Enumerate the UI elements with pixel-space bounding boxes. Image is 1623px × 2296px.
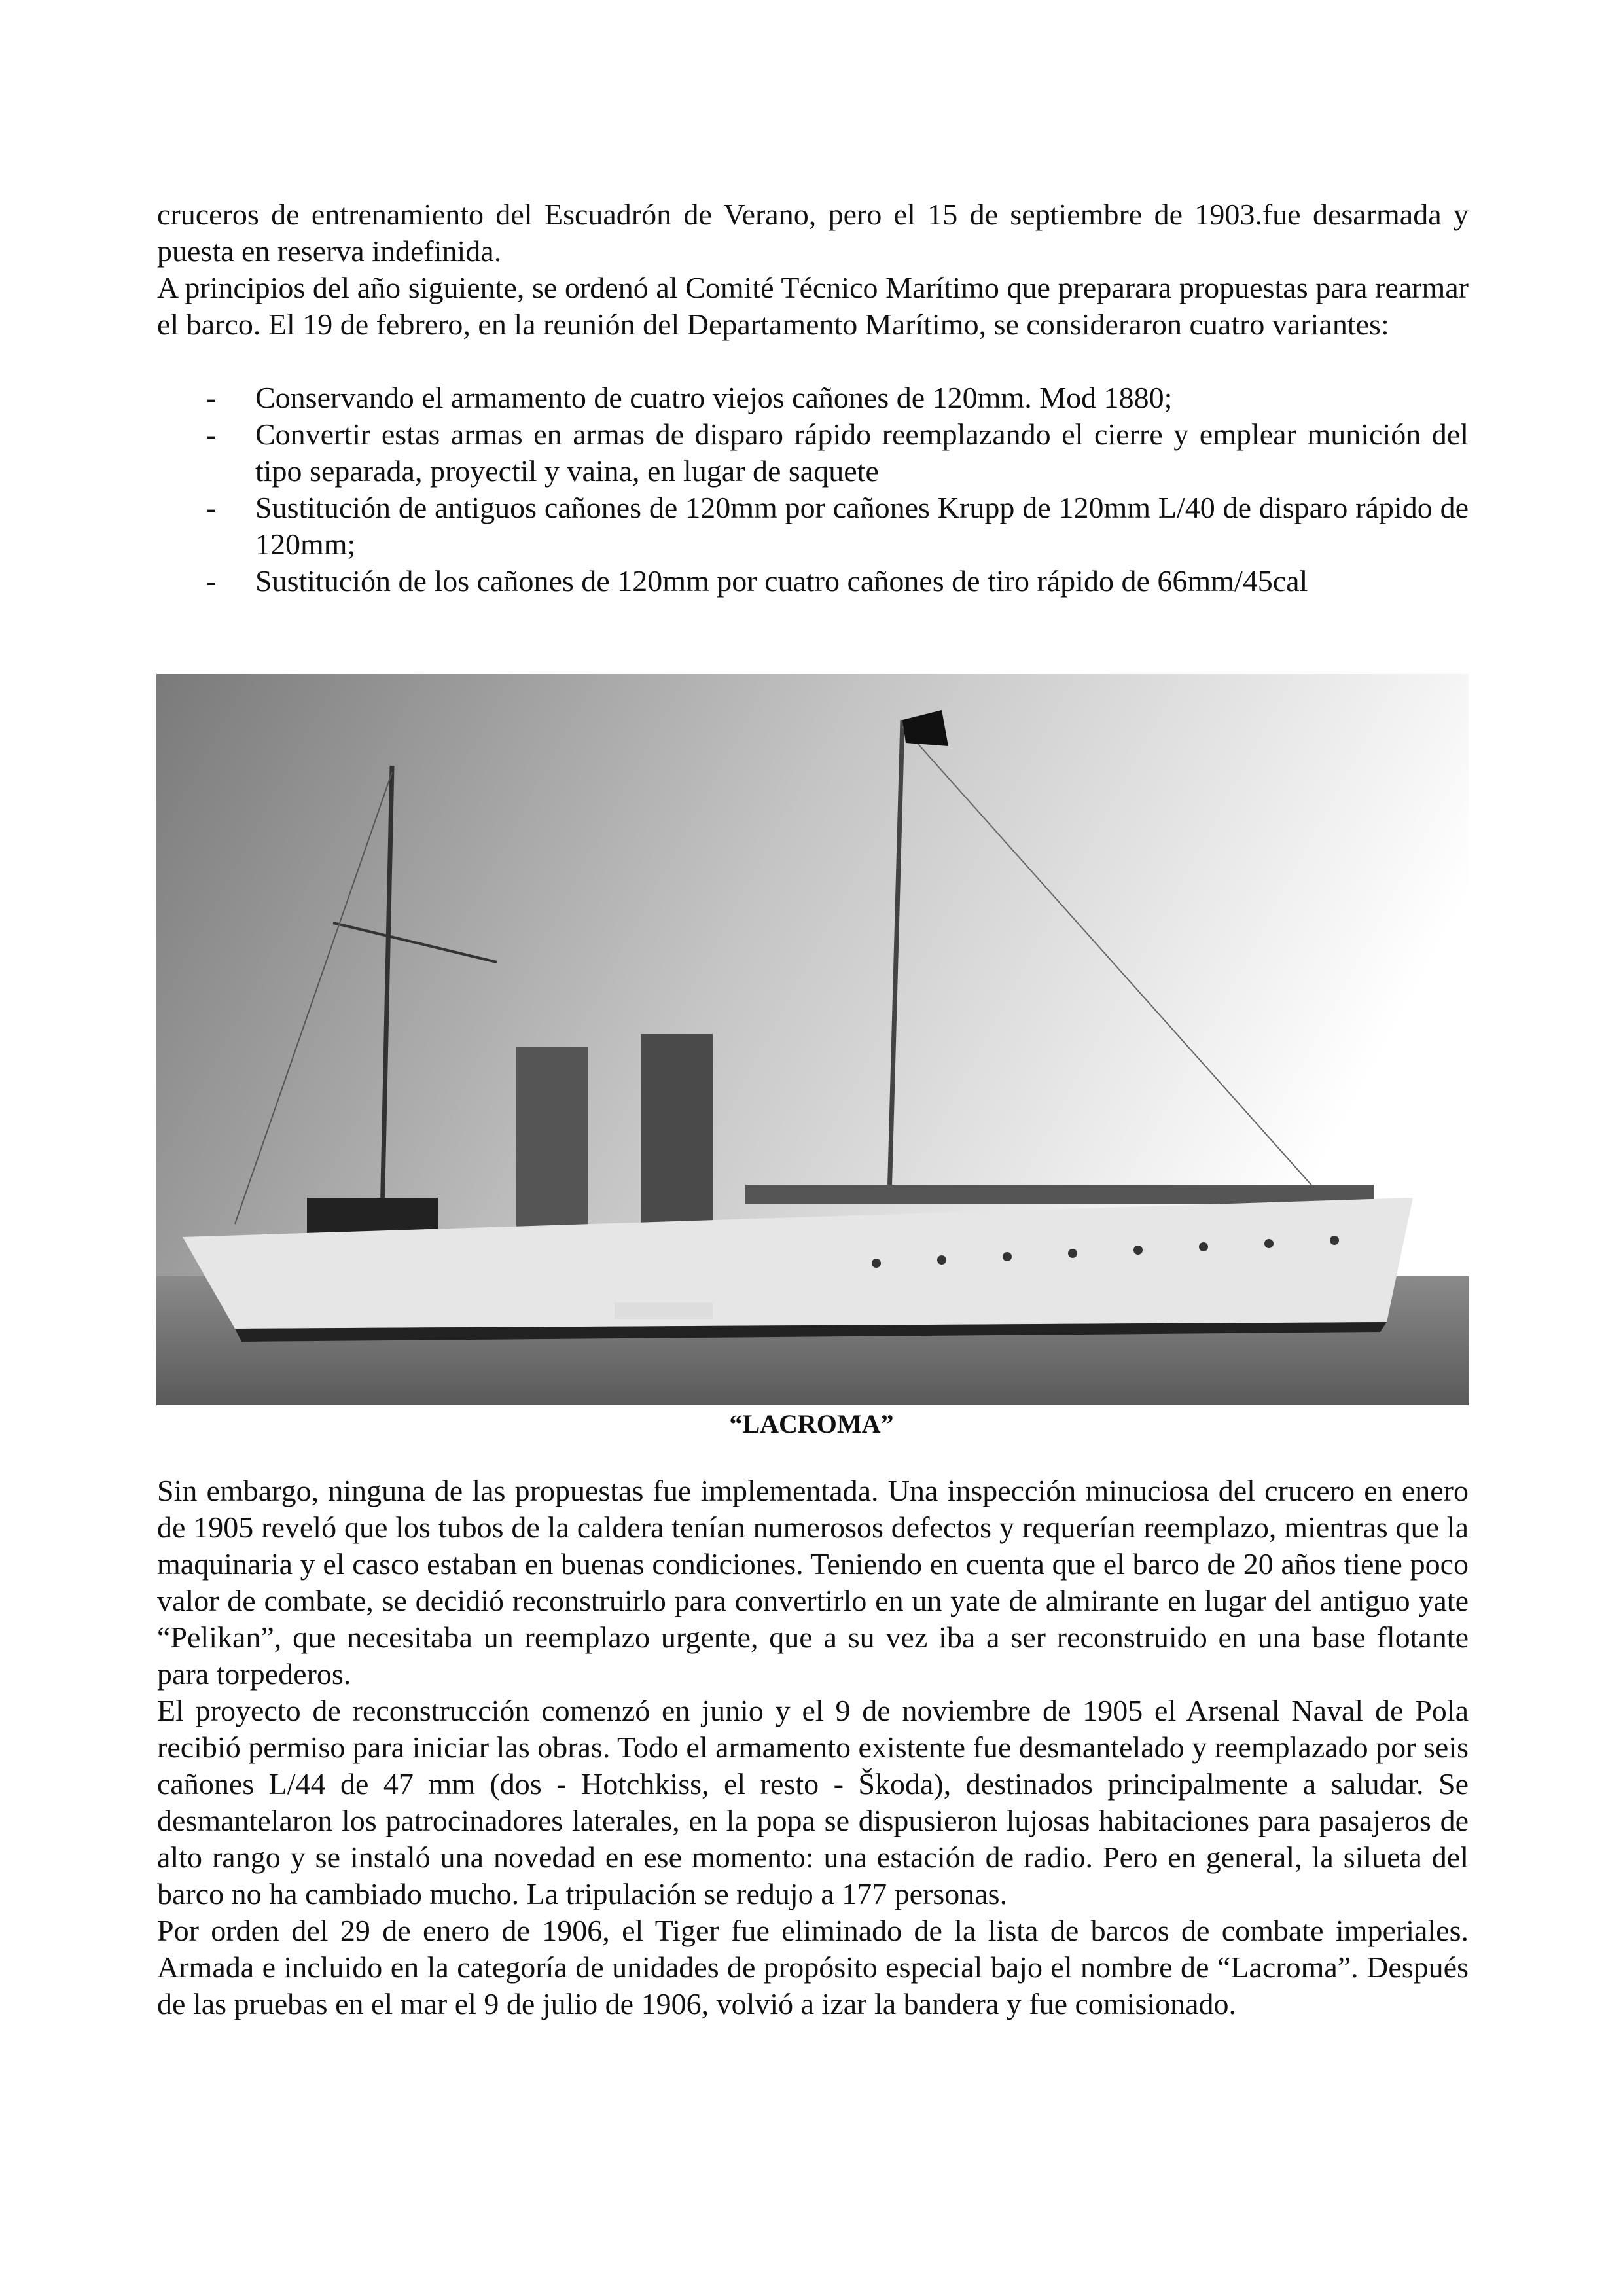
body-section xyxy=(157,1473,1469,2022)
ship-photo xyxy=(156,674,1469,1405)
list-item-text: Conservando el armamento de cuatro viejos cañones de 120mm. Mod 1880; xyxy=(255,381,1173,414)
list-item xyxy=(157,490,1469,563)
bullet-marker: - xyxy=(206,418,217,451)
bullet-marker: - xyxy=(206,564,217,598)
body-paragraph: Por orden del 29 de enero de 1906, el Tiger fue eliminado de la lista de barcos de combate imperiales. Armada e incluido en la categoría de unidades de propósito especial bajo el nombre de “Lacroma”. Después de las pruebas en el mar el 9 de julio de 1906, volvió a izar la bandera y fue comisionado. xyxy=(157,1914,1469,2020)
variants-list xyxy=(157,380,1469,600)
list-item-text: Sustitución de los cañones de 120mm por cuatro cañones de tiro rápido de 66mm/45cal xyxy=(255,564,1308,598)
list-item xyxy=(157,563,1469,600)
list-item-text: Convertir estas armas en armas de disparo rápido reemplazando el cierre y emplear munición del tipo separada, proyectil y vaina, en lugar de saquete xyxy=(255,418,1469,488)
list-item xyxy=(157,416,1469,490)
figure-caption: “LACROMA” xyxy=(729,1409,894,1439)
bullet-marker: - xyxy=(206,381,217,414)
bullet-marker: - xyxy=(206,491,217,524)
intro-paragraph: A principios del año siguiente, se ordenó al Comité Técnico Marítimo que preparara propuestas para rearmar el barco. El 19 de febrero, en la reunión del Departamento Marítimo, se consideraron cuatro variantes: xyxy=(157,271,1469,341)
intro-section xyxy=(157,196,1469,600)
list-item xyxy=(157,380,1469,416)
intro-paragraph: cruceros de entrenamiento del Escuadrón de Verano, pero el 15 de septiembre de 1903.fue desarmada y puesta en reserva indefinida. xyxy=(157,198,1469,268)
body-paragraph: El proyecto de reconstrucción comenzó en junio y el 9 de noviembre de 1905 el Arsenal Naval de Pola recibió permiso para iniciar las obras. Todo el armamento existente fue desmantelado y reemplazado por seis cañones L/44 de 47 mm (dos - Hotchkiss, el resto - Škoda), destinados principalmente a saludar. Se desmantelaron los patrocinadores laterales, en la popa se dispusieron lujosas habitaciones para pasajeros de alto rango y se instaló una novedad en ese momento: una estación de radio. Pero en general, la silueta del barco no ha cambiado mucho. La tripulación se redujo a 177 personas. xyxy=(157,1694,1469,1910)
list-item-text: Sustitución de antiguos cañones de 120mm por cañones Krupp de 120mm L/40 de disparo rápido de 120mm; xyxy=(255,491,1469,561)
body-paragraph: Sin embargo, ninguna de las propuestas fue implementada. Una inspección minuciosa del crucero en enero de 1905 reveló que los tubos de la caldera tenían numerosos defectos y requerían reemplazo, mientras que la maquinaria y el casco estaban en buenas condiciones. Teniendo en cuenta que el barco de 20 años tiene poco valor de combate, se decidió reconstruirlo para convertirlo en un yate de almirante en lugar del antiguo yate “Pelikan”, que necesitaba un reemplazo urgente, que a su vez iba a ser reconstruido en una base flotante para torpederos. xyxy=(157,1474,1469,1691)
